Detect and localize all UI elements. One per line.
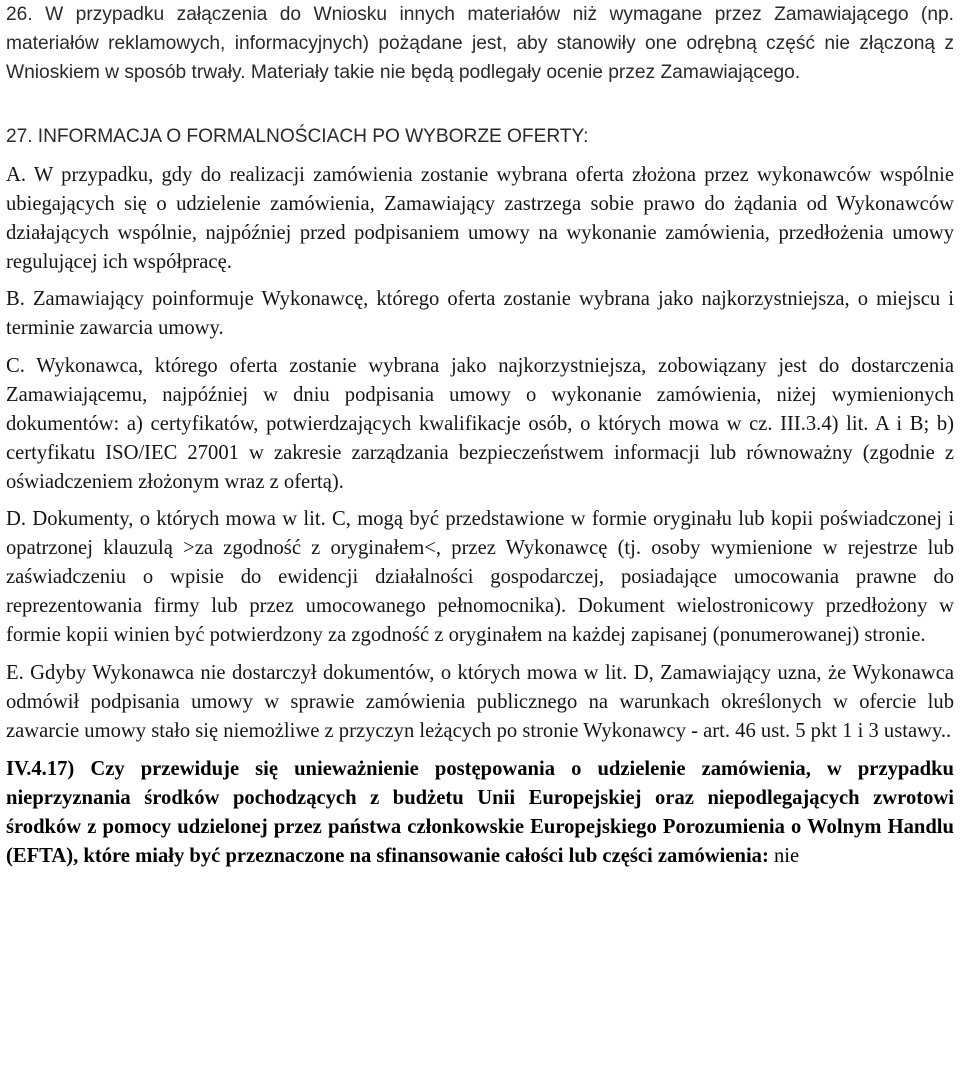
section-c-paragraph: C. Wykonawca, którego oferta zostanie wybrana jako najkorzystniejsza, zobowiązany jest do dostarczenia Zamawiającemu, najpóźniej w dniu podpisania umowy o wykonanie zamówienia, niżej wymienionych dokumentów: a) certyfikatów, potwierdzających kwalifikacje osób, o których mowa w cz. III.3.4) lit. A i B; b) certyfikatu ISO/IEC 27001 w zakresie zarządzania bezpieczeństwem informacji lub równoważny (zgodnie z oświadczeniem złożonym wraz z ofertą).: [6, 355, 954, 493]
section-d-paragraph: D. Dokumenty, o których mowa w lit. C, mogą być przedstawione w formie oryginału lub kopii poświadczonej i opatrzonej klauzulą >za zgodność z oryginałem<, przez Wykonawcę (tj. osoby wymienione w rejestrze lub zaświadczeniu o wpisie do ewidencji działalności gospodarczej, posiadające umocowania prawne do reprezentowania firmy lub przez umocowanego pełnomocnika). Dokument wielostronicowy przedłożony w formie kopii winien być potwierdzony za zgodność z oryginałem na każdej zapisanej (ponumerowanej) stronie.: [6, 508, 954, 646]
iv-4-17-question: IV.4.17) Czy przewiduje się unieważnienie postępowania o udzielenie zamówienia, w przypadku nieprzyznania środków pochodzących z budżetu Unii Europejskiej oraz niepodlegających zwrotowi środków z pomocy udzielonej przez państwa członkowskie Europejskiego Porozumienia o Wolnym Handlu (EFTA), które miały być przeznaczone na sfinansowanie całości lub części zamówienia:: [6, 758, 954, 867]
item-26-paragraph: 26. W przypadku załączenia do Wniosku innych materiałów niż wymagane przez Zamawiającego (np. materiałów reklamowych, informacyjnych) pożądane jest, aby stanowiły one odrębną część nie złączoną z Wnioskiem w sposób trwały. Materiały takie nie będą podlegały ocenie przez Zamawiającego.: [6, 4, 954, 83]
iv-4-17-answer: nie: [774, 845, 800, 867]
iv-4-17-paragraph: [6, 755, 954, 871]
item-27-heading: 27. INFORMACJA O FORMALNOŚCIACH PO WYBORZE OFERTY:: [6, 126, 589, 147]
section-a-paragraph: A. W przypadku, gdy do realizacji zamówienia zostanie wybrana oferta złożona przez wykonawców wspólnie ubiegających się o udzielenie zamówienia, Zamawiający zastrzega sobie prawo do żądania od Wykonawców działających wspólnie, najpóźniej przed podpisaniem umowy na wykonanie zamówienia, przedłożenia umowy regulującej ich współpracę.: [6, 164, 954, 273]
document-page: [6, 0, 954, 871]
section-b-paragraph: B. Zamawiający poinformuje Wykonawcę, którego oferta zostanie wybrana jako najkorzystniejsza, o miejscu i terminie zawarcia umowy.: [6, 288, 954, 339]
section-e-paragraph: E. Gdyby Wykonawca nie dostarczył dokumentów, o których mowa w lit. D, Zamawiający uzna, że Wykonawca odmówił podpisania umowy w sprawie zamówienia publicznego na warunkach określonych w ofercie lub zawarcie umowy stało się niemożliwe z przyczyn leżących po stronie Wykonawcy - art. 46 ust. 5 pkt 1 i 3 ustawy..: [6, 662, 954, 742]
